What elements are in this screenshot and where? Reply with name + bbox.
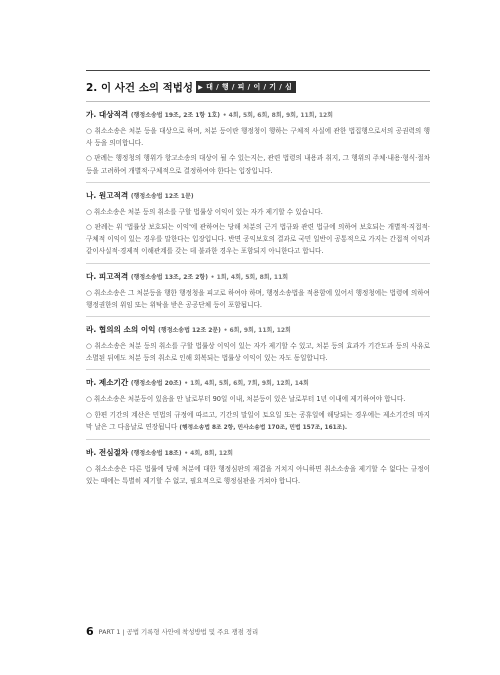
divider xyxy=(86,263,430,264)
exam-years: • 4회, 8회, 12회 xyxy=(184,450,233,458)
subsection-heading xyxy=(86,270,430,284)
law-reference: (행정소송법 20조) xyxy=(130,380,182,388)
exam-years: • 4회, 5회, 6회, 8회, 9회, 11회, 12회 xyxy=(222,112,333,119)
subsection-deadline xyxy=(86,376,430,440)
top-rule xyxy=(86,70,430,71)
page-footer xyxy=(86,625,430,638)
paragraph-text: ○ 한편 기간의 계산은 민법의 규정에 따르고, 기간의 말일이 토요일 또는 공휴일에 해당되는 경우에는 제소기간의 마지막 날은 그 다음날로 연장됩니다 xyxy=(86,410,430,431)
paragraph xyxy=(86,409,430,434)
subsection-prior-procedure xyxy=(86,446,430,487)
subsection-heading xyxy=(86,376,430,390)
heading-text: 마. 제소기간 xyxy=(86,378,129,388)
subsection-interest xyxy=(86,323,430,370)
heading-text: 나. 원고적격 xyxy=(86,190,129,200)
law-reference: (행정소송법 19조, 2조 1항 1호) xyxy=(130,112,221,119)
divider xyxy=(86,316,430,317)
exam-years: • 1회, 4회, 5회, 6회, 7회, 9회, 12회, 14회 xyxy=(184,380,309,388)
paragraph: ○ 판례는 행정청의 행위가 항고소송의 대상이 될 수 있는지는, 관련 법령의 내용과 취지, 그 행위의 주체·내용·형식·절차 등을 고려하여 개별적·구체적으로 결정하여야 한다는 입장입니다. xyxy=(86,154,430,175)
heading-text: 다. 피고적격 xyxy=(86,271,129,281)
subsection-target xyxy=(86,108,430,183)
heading-text: 바. 전심절차 xyxy=(86,448,129,458)
paragraph: ○ 취소소송은 다른 법률에 당해 처분에 대한 행정심판의 재결을 거치지 아니하면 취소소송을 제기할 수 없다는 규정이 있는 때에는 특별히 제기할 수 없고, 필요적으로 행정심판을 거쳐야 합니다. xyxy=(86,465,430,486)
law-reference: (행정소송법 12조 1문) xyxy=(130,192,194,200)
paragraph: ○ 취소소송은 그 처분등을 행한 행정청을 피고로 하여야 하며, 행정소송법을 적용함에 있어서 행정청에는 법령에 의하여 행정권한의 위임 또는 위탁을 받은 공공단체 등이 포함됩니다. xyxy=(86,288,430,309)
subsection-heading xyxy=(86,323,430,337)
subsection-heading xyxy=(86,446,430,460)
paragraph: ○ 취소소송은 처분 등의 취소를 구할 법률상 이익이 있는 자가 제기할 수 있고, 처분 등의 효과가 기간도과 등의 사유로 소멸된 뒤에도 처분 등의 취소로 인해 회복되는 법률상 이익이 있는 자도 동일합니다. xyxy=(86,342,430,363)
law-reference: (행정소송법 8조 2항, 민사소송법 170조, 민법 157조, 161조). xyxy=(179,424,348,431)
law-reference: (행정소송법 12조 2문) xyxy=(158,327,221,335)
section-header xyxy=(86,77,430,97)
divider xyxy=(86,439,430,440)
law-reference: (행정소송법 18조) xyxy=(130,450,182,458)
subsection-heading xyxy=(86,108,430,122)
exam-years: • 6회, 9회, 11회, 12회 xyxy=(223,327,291,335)
paragraph: ○ 취소소송은 처분 등을 대상으로 하며, 처분 등이란 행정청이 행하는 구체적 사실에 관한 법집행으로서의 공권력의 행사 등을 의미합니다. xyxy=(86,127,430,148)
paragraph: ○ 취소소송은 처분등이 있음을 안 날로부터 90일 이내, 처분등이 있은 날로부터 1년 이내에 제기하여야 합니다. xyxy=(86,395,406,404)
paragraph: ○ 판례는 위 '법률상 보호되는 이익'에 관하여는 당해 처분의 근거 법규와 관련 법규에 의하여 보호되는 개별적·직접적·구체적 이익이 있는 경우를 말한다는 입장입니다. 반면 공익보호의 결과로 국민 일반이 공통적으로 가지는 간접적 이익과 같이사실적·경제적 이해관계를 갖는 데 불과한 경우는 포함되지 아니한다고 합니다. xyxy=(86,223,430,256)
topic-tag-label: 대 / 행 / 피 / 이 / 기 / 심 xyxy=(206,83,293,91)
heading-text: 가. 대상적격 xyxy=(86,110,129,119)
heading-text: 라. 협의의 소의 이익 xyxy=(86,325,156,335)
law-reference: (행정소송법 13조, 2조 2항) xyxy=(130,273,208,281)
exam-years: • 1회, 4회, 5회, 8회, 11회 xyxy=(210,273,289,281)
paragraph: ○ 취소소송은 처분 등의 취소를 구할 법률상 이익이 있는 자가 제기할 수 있습니다. xyxy=(86,207,323,216)
title-divider xyxy=(86,101,430,102)
page-content xyxy=(86,70,430,487)
page-number: 6 xyxy=(86,625,94,638)
subsection-standing xyxy=(86,189,430,264)
divider xyxy=(86,182,430,183)
subsection-heading xyxy=(86,189,430,203)
subsection-defendant xyxy=(86,270,430,317)
play-icon: ▶ xyxy=(198,83,204,91)
footer-text: PART 1 | 공법 기록형 사안에 착성방법 및 주요 쟁점 정리 xyxy=(98,628,259,636)
topic-tag xyxy=(196,81,296,93)
divider xyxy=(86,369,430,370)
section-title: 2. 이 사건 소의 적법성 xyxy=(86,81,194,94)
